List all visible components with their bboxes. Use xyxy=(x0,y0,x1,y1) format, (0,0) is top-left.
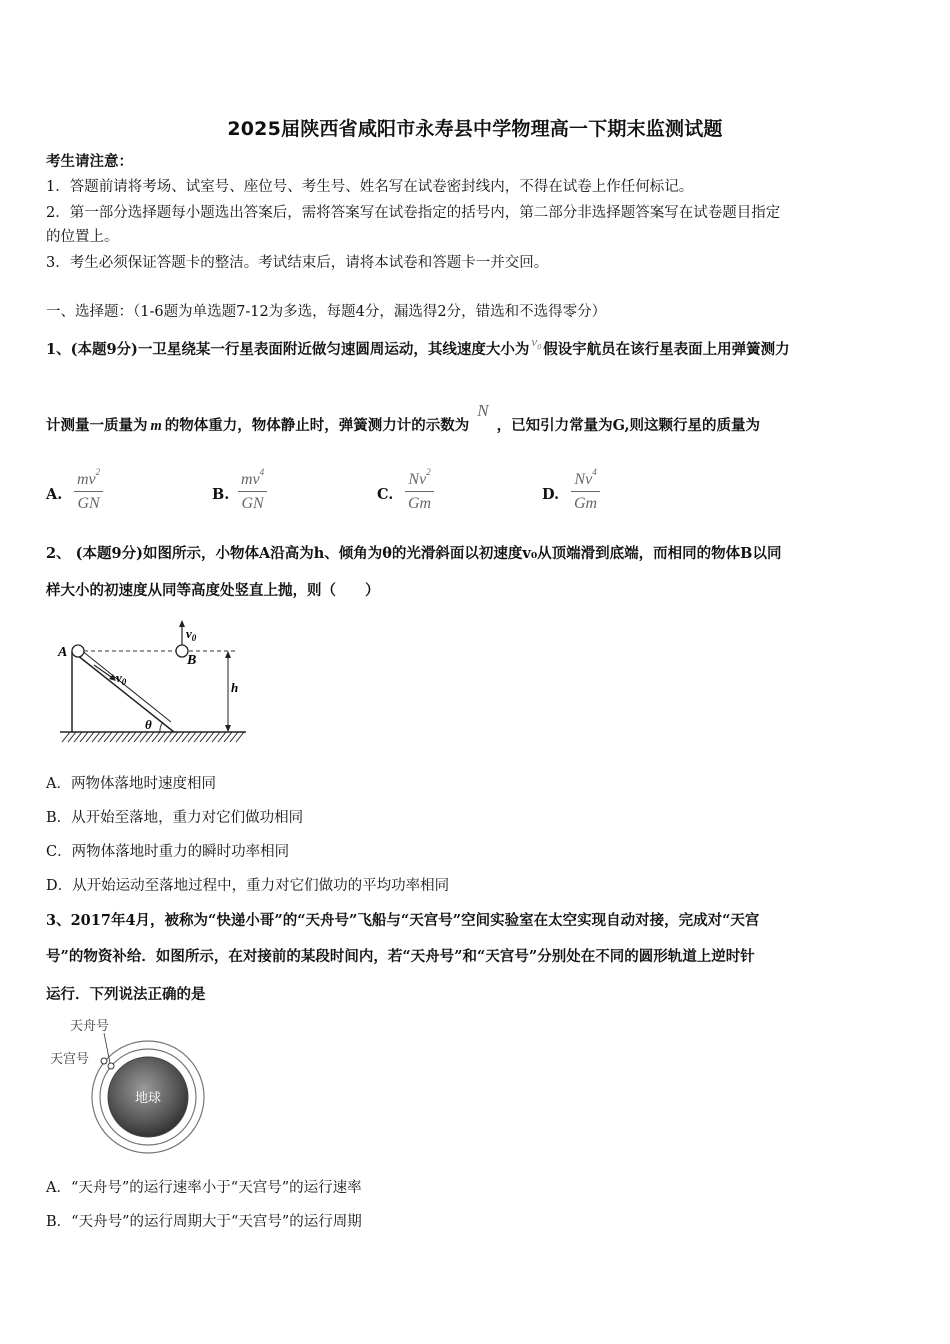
v0-letter-1: v xyxy=(116,670,122,685)
orbit-figure xyxy=(46,1013,206,1161)
q1-mass-symbol: m xyxy=(150,418,162,434)
q1-b-num: mv xyxy=(241,471,260,488)
q2-option-a[interactable]: A．两物体落地时速度相同 xyxy=(46,776,216,792)
q1-line2 xyxy=(46,401,761,436)
q2-option-b[interactable]: B．从开始至落地，重力对它们做功相同 xyxy=(46,810,304,826)
q1-text-e: ，已知引力常量为G,则这颗行星的质量为 xyxy=(496,417,761,434)
q1-c-den: Gm xyxy=(408,495,432,512)
notice-item-3: 3．考生必须保证答题卡的整洁。考试结束后，请将本试卷和答题卡一并交回。 xyxy=(46,255,549,271)
v0-letter-2: v xyxy=(186,626,192,641)
q1-option-a-fraction xyxy=(74,461,103,516)
q1-option-b-fraction xyxy=(238,461,267,516)
q1-text-c: 计测量一质量为 xyxy=(46,417,148,434)
q1-c-exp: 2 xyxy=(426,467,431,477)
q1-d-num: Nv xyxy=(574,471,593,488)
section-heading: 一、选择题：（1-6题为单选题7-12为多选，每题4分，漏选得2分，错选和不选得零分） xyxy=(46,304,607,320)
q1-line1 xyxy=(46,334,790,366)
q1-text-a: 1、(本题9分)一卫星绕某一行星表面附近做匀速圆周运动，其线速度大小为 xyxy=(46,341,530,358)
q1-b-den: GN xyxy=(241,495,264,512)
q3-option-b[interactable]: B．“天舟号”的运行周期大于“天宫号”的运行周期 xyxy=(46,1214,362,1230)
q1-v0-sub: 0 xyxy=(537,342,542,352)
q3-line1: 3、2017年4月，被称为“快递小哥”的“天舟号”飞船与“天宫号”空间实验室在太空实现自动对接，完成对“天宫 xyxy=(46,912,760,929)
q1-N-symbol: N xyxy=(477,401,489,420)
q1-v0 xyxy=(529,334,543,352)
q1-option-c-fraction xyxy=(405,461,434,516)
v0-sub-1: 0 xyxy=(121,677,127,687)
q1-option-c-label[interactable]: C. xyxy=(377,486,394,503)
label-a: A xyxy=(58,645,68,660)
notice-item-2: 2．第一部分选择题每小题选出答案后，需将答案写在试卷指定的括号内，第二部分非选择题答案写在试卷题目指定 xyxy=(46,205,781,221)
q2-line2: 样大小的初速度从同等高度处竖直上抛，则（ ） xyxy=(46,582,380,599)
q3-line2: 号”的物资补给．如图所示，在对接前的某段时间内，若“天舟号”和“天宫号”分别处在不同的圆形轨道上逆时针 xyxy=(46,948,755,965)
q1-a-den: GN xyxy=(77,495,100,512)
q1-option-a-label[interactable]: A. xyxy=(46,486,63,503)
tiangong-label: 天宫号 xyxy=(50,1051,90,1066)
notice-item-1: 1．答题前请将考场、试室号、座位号、考生号、姓名写在试卷密封线内，不得在试卷上作任何标记。 xyxy=(46,179,694,195)
label-b: B xyxy=(187,653,197,668)
q1-option-d-fraction xyxy=(571,461,600,516)
q1-b-exp: 4 xyxy=(259,467,265,477)
notice-item-2-cont: 的位置上。 xyxy=(46,229,119,245)
q2-option-c[interactable]: C．两物体落地时重力的瞬时功率相同 xyxy=(46,844,290,860)
q1-c-num: Nv xyxy=(408,471,427,488)
notice-heading: 考生请注意： xyxy=(46,153,133,170)
label-theta: θ xyxy=(145,717,152,732)
earth-label: 地球 xyxy=(134,1090,162,1105)
q1-text-d: 的物体重力，物体静止时，弹簧测力计的示数为 xyxy=(164,417,470,434)
v0-sub-2: 0 xyxy=(191,633,197,643)
q1-option-d-label[interactable]: D. xyxy=(542,486,560,503)
q1-text-b: 假设宇航员在该行星表面上用弹簧测力 xyxy=(543,341,790,358)
tianzhou-label: 天舟号 xyxy=(70,1018,110,1033)
q1-a-num: mv xyxy=(77,471,96,488)
label-v0-vertical xyxy=(186,626,197,643)
q1-d-exp: 4 xyxy=(592,467,597,477)
label-h: h xyxy=(231,680,239,695)
q3-option-a[interactable]: A．“天舟号”的运行速率小于“天宫号”的运行速率 xyxy=(46,1180,362,1196)
q1-v0-letter: v xyxy=(531,334,538,349)
q3-line3: 运行．下列说法正确的是 xyxy=(46,986,206,1003)
q1-d-den: Gm xyxy=(574,495,598,512)
incline-figure xyxy=(56,618,250,746)
page-title: 2025届陕西省咸阳市永寿县中学物理高一下期末监测试题 xyxy=(227,118,723,140)
q2-option-d[interactable]: D．从开始运动至落地过程中，重力对它们做功的平均功率相同 xyxy=(46,878,450,894)
label-v0-incline xyxy=(116,670,127,687)
q1-option-b-label[interactable]: B. xyxy=(212,486,230,503)
q2-line1: 2、 (本题9分)如图所示，小物体A沿高为h、倾角为θ的光滑斜面以初速度v₀从顶端滑到底端，而相同的物体B以同 xyxy=(46,545,782,562)
q1-a-exp: 2 xyxy=(95,467,101,477)
